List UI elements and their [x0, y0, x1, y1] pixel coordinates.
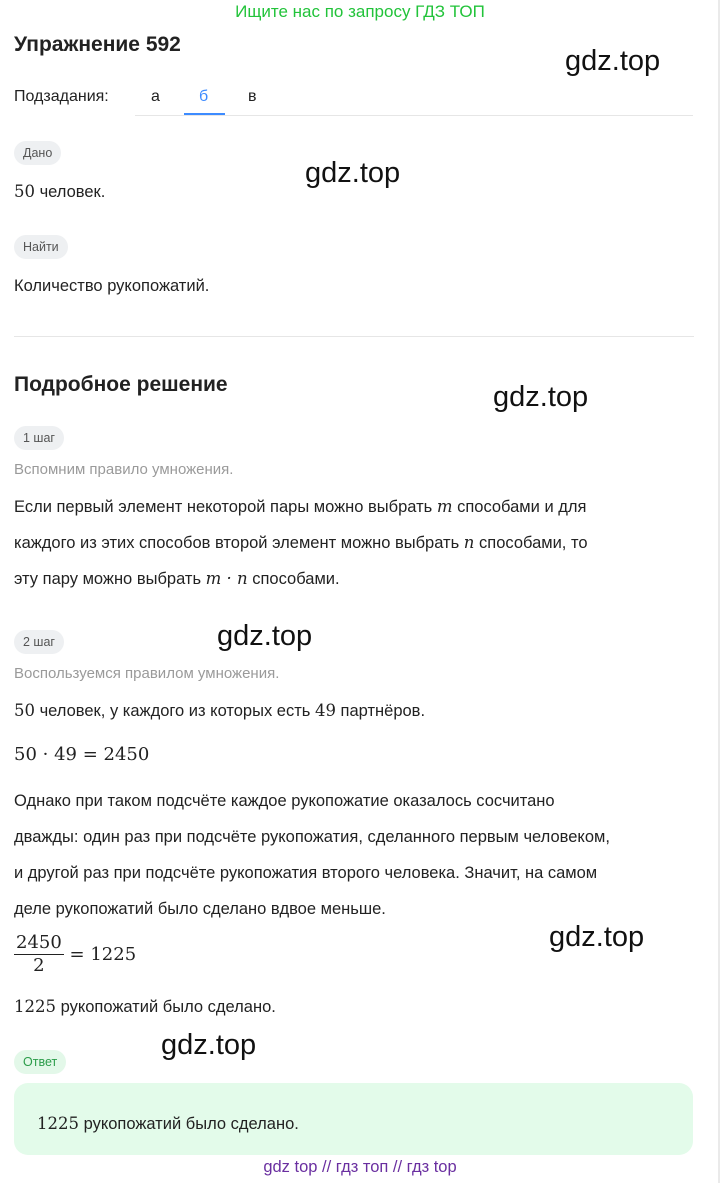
step1-text: эту пару можно выбрать [14, 570, 206, 588]
step1-hint: Вспомним правило умножения. [14, 461, 234, 478]
step2-line1 [14, 699, 425, 723]
step1-badge: 1 шаг [14, 426, 64, 450]
section-divider [14, 336, 694, 337]
page-title: Упражнение 592 [14, 33, 181, 56]
watermark: gdz.top [493, 381, 589, 413]
step2-paragraph [14, 783, 694, 927]
watermark: gdz.top [565, 45, 661, 77]
tab-a[interactable]: а [151, 88, 160, 105]
step2-text: рукопожатий было сделано. [56, 998, 276, 1016]
step1-line1 [14, 489, 694, 525]
watermark: gdz.top [305, 157, 401, 189]
step2-text: человек, у каждого из которых есть [35, 702, 315, 720]
number-1225: 1225 [14, 997, 56, 1016]
footer-links[interactable]: gdz top // гдз топ // гдз top [263, 1158, 457, 1176]
paragraph-line: деле рукопожатий было сделано вдвое меньше. [14, 900, 386, 918]
find-text: Количество рукопожатий. [14, 277, 210, 295]
var-mn: m · n [205, 569, 248, 588]
answer-text [37, 1112, 299, 1136]
equation-product: 50 · 49 = 2450 [14, 744, 150, 765]
find-badge: Найти [14, 235, 68, 259]
var-n: n [463, 533, 475, 552]
answer-label-text: рукопожатий было сделано. [79, 1115, 299, 1133]
given-badge: Дано [14, 141, 61, 165]
step1-paragraph [14, 489, 694, 597]
number-49: 49 [314, 701, 336, 720]
answer-badge: Ответ [14, 1050, 66, 1074]
step2-badge: 2 шаг [14, 630, 64, 654]
step1-text: каждого из этих способов второй элемент можно выбрать [14, 534, 464, 552]
number-50: 50 [14, 701, 35, 720]
given-text [14, 180, 105, 204]
step1-text: способами и для [452, 498, 587, 516]
step2-hint: Воспользуемся правилом умножения. [14, 665, 280, 682]
equation-fraction [14, 932, 136, 977]
given-number: 50 [14, 182, 35, 201]
answer-number: 1225 [37, 1114, 79, 1133]
step1-text: способами. [247, 570, 340, 588]
step1-line3 [14, 561, 694, 597]
paragraph-line: и другой раз при подсчёте рукопожатия второго человека. Значит, на самом [14, 864, 598, 882]
tab-v[interactable]: в [248, 88, 257, 105]
active-tab-indicator [184, 113, 225, 115]
step2-result [14, 995, 276, 1019]
var-m: m [436, 497, 453, 516]
given-label-text: человек. [35, 183, 106, 201]
fraction [14, 932, 64, 977]
tabs-divider [135, 115, 693, 116]
step2-text: партнёров. [335, 702, 426, 720]
solution-heading: Подробное решение [14, 373, 228, 396]
watermark: gdz.top [217, 620, 313, 652]
fraction-result: = 1225 [69, 944, 137, 965]
paragraph-line: дважды: один раз при подсчёте рукопожатия, сделанного первым человеком, [14, 828, 610, 846]
paragraph-line: Однако при таком подсчёте каждое рукопожатие оказалось сосчитано [14, 792, 555, 810]
watermark: gdz.top [161, 1029, 257, 1061]
step1-text: способами, то [474, 534, 588, 552]
search-banner: Ищите нас по запросу ГДЗ ТОП [235, 2, 485, 21]
fraction-numerator: 2450 [16, 932, 62, 953]
fraction-denominator: 2 [33, 955, 45, 976]
step1-text: Если первый элемент некоторой пары можно выбрать [14, 498, 437, 516]
watermark: gdz.top [549, 921, 645, 953]
tab-b[interactable]: б [199, 88, 209, 105]
subtasks-label: Подзадания: [14, 88, 109, 105]
step1-line2 [14, 525, 694, 561]
